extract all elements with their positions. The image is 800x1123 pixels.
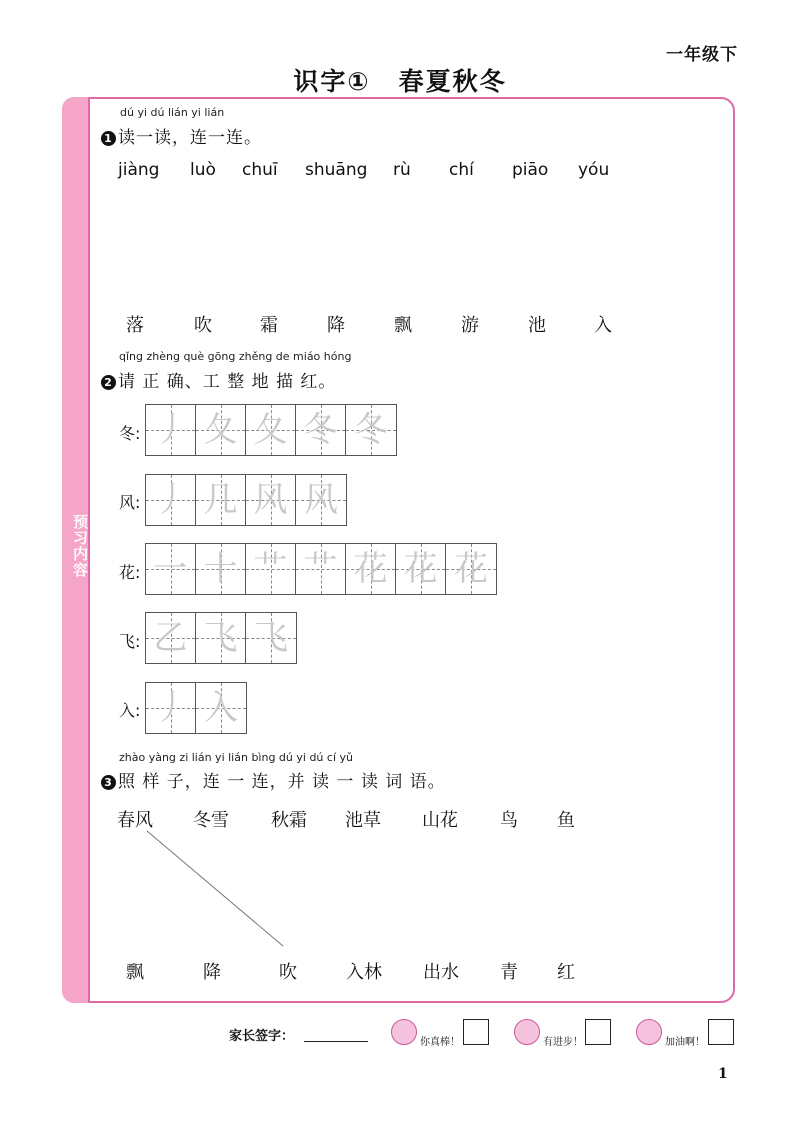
top-word[interactable]: 池草 bbox=[345, 810, 381, 831]
top-word[interactable]: 山花 bbox=[422, 810, 458, 831]
tracing-cell[interactable] bbox=[246, 613, 296, 663]
tracing-cell[interactable] bbox=[146, 475, 196, 525]
cheering-face-icon bbox=[636, 1019, 662, 1045]
stroke-guide: 冬 bbox=[354, 410, 388, 450]
stroke-guide: 丿 bbox=[153, 688, 188, 728]
praise-text: 有进步！ bbox=[543, 1037, 583, 1048]
tracing-grid-feng[interactable] bbox=[145, 474, 347, 526]
tracing-cell[interactable] bbox=[346, 544, 396, 594]
tracing-cell[interactable] bbox=[346, 405, 396, 455]
tracing-cell[interactable] bbox=[446, 544, 496, 594]
tracing-cell[interactable] bbox=[296, 405, 346, 455]
character-item[interactable]: 游 bbox=[461, 315, 479, 336]
top-word[interactable]: 鱼 bbox=[557, 810, 575, 831]
stroke-guide: 飞 bbox=[254, 618, 288, 658]
section1-pinyin: dú yi dú lián yi lián bbox=[120, 106, 225, 119]
section2-pinyin: qǐng zhèng què gōng zhěng de miáo hóng bbox=[119, 350, 352, 363]
grade-label: 一年级下 bbox=[666, 45, 738, 65]
pinyin-item[interactable]: shuāng bbox=[305, 160, 368, 180]
stroke-guide: 花 bbox=[454, 549, 488, 589]
bottom-word[interactable]: 出水 bbox=[423, 962, 459, 983]
section3-instruction-text: 照 样 子，连 一 连，并 读 一 读 词 语。 bbox=[118, 772, 446, 792]
stroke-guide: 几 bbox=[203, 480, 238, 520]
tracing-cell[interactable] bbox=[246, 405, 296, 455]
tracing-cell[interactable] bbox=[246, 475, 296, 525]
pinyin-item[interactable]: rù bbox=[393, 160, 411, 180]
pinyin-item[interactable]: piāo bbox=[512, 160, 549, 180]
character-item[interactable]: 降 bbox=[327, 315, 345, 336]
pinyin-item[interactable]: jiàng bbox=[118, 160, 160, 180]
character-item[interactable]: 入 bbox=[594, 315, 612, 336]
praise-checkbox[interactable] bbox=[585, 1019, 611, 1045]
bottom-word[interactable]: 吹 bbox=[279, 962, 297, 983]
stroke-guide: 花 bbox=[403, 549, 438, 589]
praise-checkbox[interactable] bbox=[708, 1019, 734, 1045]
top-word[interactable]: 鸟 bbox=[500, 810, 518, 831]
bottom-word[interactable]: 红 bbox=[557, 962, 575, 983]
tracing-cell[interactable] bbox=[146, 613, 196, 663]
title-part-2: 春夏秋冬 bbox=[398, 67, 507, 96]
tracing-cell[interactable] bbox=[196, 683, 246, 733]
bottom-word[interactable]: 飘 bbox=[126, 962, 144, 983]
smiling-face-icon bbox=[514, 1019, 540, 1045]
signature-label: 家长签字： bbox=[229, 1029, 295, 1044]
stroke-guide: 夂 bbox=[253, 410, 288, 450]
character-item[interactable]: 落 bbox=[126, 315, 144, 336]
tracing-label-fei: 飞: bbox=[119, 632, 141, 651]
tracing-cell[interactable] bbox=[196, 475, 246, 525]
pinyin-item[interactable]: chuī bbox=[242, 160, 278, 180]
tracing-cell[interactable] bbox=[296, 475, 346, 525]
tracing-cell[interactable] bbox=[196, 405, 246, 455]
stroke-guide: 丿 bbox=[153, 480, 188, 520]
tracing-label-ru: 入: bbox=[119, 701, 141, 720]
top-word[interactable]: 秋霜 bbox=[271, 810, 307, 831]
bottom-word[interactable]: 降 bbox=[203, 962, 221, 983]
section3-pinyin: zhào yàng zi lián yi lián bìng dú yi dú cí yǔ bbox=[119, 751, 353, 764]
tracing-grid-hua[interactable] bbox=[145, 543, 497, 595]
tracing-cell[interactable] bbox=[396, 544, 446, 594]
pinyin-item[interactable]: luò bbox=[190, 160, 216, 180]
title-part-1: 识字① bbox=[293, 67, 371, 96]
top-word[interactable]: 冬雪 bbox=[193, 810, 229, 831]
stroke-guide: 十 bbox=[203, 549, 238, 589]
sidebar-label: 预习内容 bbox=[71, 514, 89, 578]
stroke-guide: 飞 bbox=[203, 618, 238, 658]
stroke-guide: 夂 bbox=[203, 410, 238, 450]
tracing-label-feng: 风: bbox=[119, 493, 141, 512]
stroke-guide: 乙 bbox=[153, 618, 188, 658]
tracing-grid-ru[interactable] bbox=[145, 682, 247, 734]
tracing-cell[interactable] bbox=[146, 683, 196, 733]
tracing-grid-fei[interactable] bbox=[145, 612, 297, 664]
character-item[interactable]: 飘 bbox=[394, 315, 412, 336]
bottom-word[interactable]: 入林 bbox=[346, 962, 382, 983]
tracing-label-dong: 冬: bbox=[119, 424, 141, 443]
pinyin-item[interactable]: chí bbox=[449, 160, 474, 180]
stroke-guide: 入 bbox=[204, 688, 238, 728]
section2-instruction-text: 请 正 确、工 整 地 描 红。 bbox=[118, 372, 337, 392]
sunglasses-face-icon bbox=[391, 1019, 417, 1045]
top-word[interactable]: 春风 bbox=[117, 810, 153, 831]
stroke-guide: 丿 bbox=[153, 410, 188, 450]
character-item[interactable]: 吹 bbox=[194, 315, 212, 336]
character-item[interactable]: 霜 bbox=[260, 315, 278, 336]
section1-number: 1 bbox=[101, 131, 116, 146]
tracing-label-hua: 花: bbox=[119, 563, 141, 582]
tracing-cell[interactable] bbox=[196, 613, 246, 663]
stroke-guide: 花 bbox=[353, 549, 388, 589]
praise-checkbox[interactable] bbox=[463, 1019, 489, 1045]
tracing-grid-dong[interactable] bbox=[145, 404, 397, 456]
tracing-cell[interactable] bbox=[146, 405, 196, 455]
praise-text: 你真棒！ bbox=[420, 1037, 460, 1048]
praise-text: 加油啊！ bbox=[665, 1037, 705, 1048]
stroke-guide: 艹 bbox=[253, 549, 288, 589]
tracing-cell[interactable] bbox=[196, 544, 246, 594]
tracing-cell[interactable] bbox=[146, 544, 196, 594]
bottom-word[interactable]: 青 bbox=[500, 962, 518, 983]
stroke-guide: 风 bbox=[253, 480, 288, 520]
stroke-guide: 艹 bbox=[303, 549, 338, 589]
signature-line[interactable] bbox=[304, 1041, 368, 1042]
section3-number: 3 bbox=[101, 775, 116, 790]
tracing-cell[interactable] bbox=[296, 544, 346, 594]
character-item[interactable]: 池 bbox=[528, 315, 546, 336]
page-number: 1 bbox=[718, 1066, 728, 1082]
stroke-guide: 冬 bbox=[303, 410, 338, 450]
stroke-guide: 一 bbox=[153, 549, 188, 589]
section2-number: 2 bbox=[101, 375, 116, 390]
tracing-cell[interactable] bbox=[246, 544, 296, 594]
stroke-guide: 风 bbox=[304, 480, 338, 520]
section1-instruction-text: 读一读，连一连。 bbox=[118, 128, 262, 148]
pinyin-item[interactable]: yóu bbox=[578, 160, 610, 180]
